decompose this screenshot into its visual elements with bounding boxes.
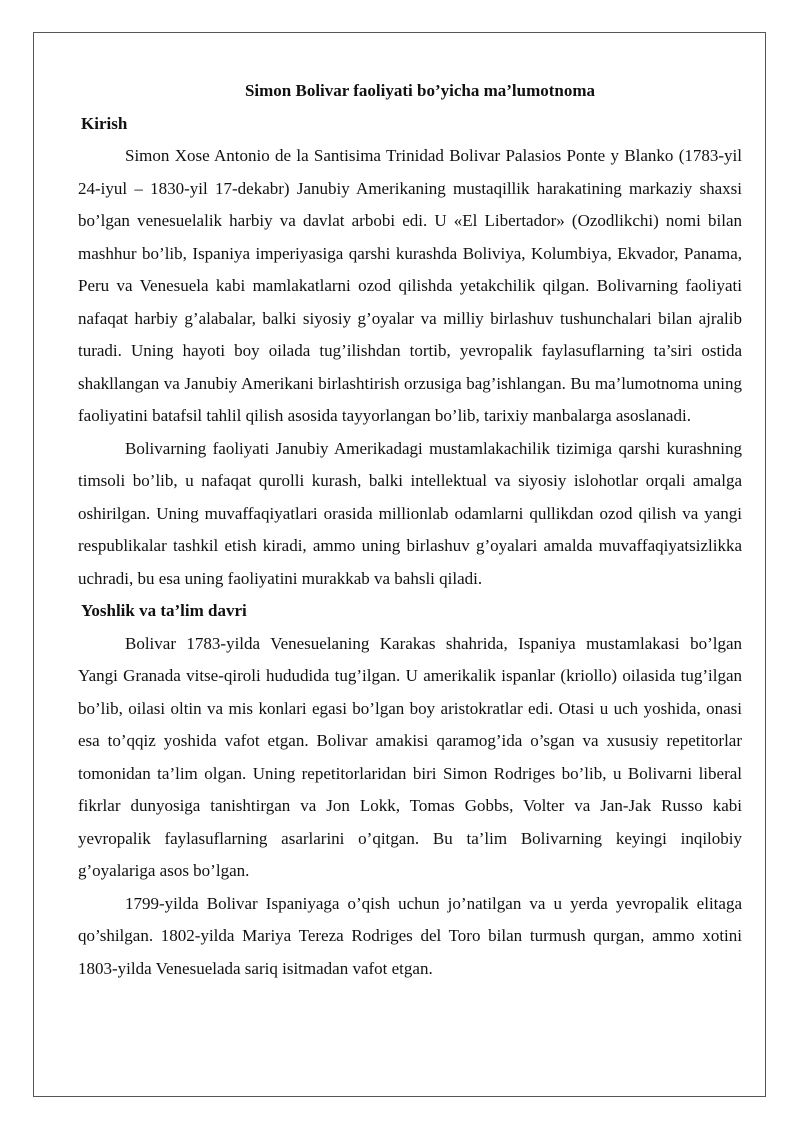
paragraph: Bolivar 1783-yilda Venesuelaning Karakas shahrida, Ispaniya mustamlakasi bo’lgan Yangi Granada vitse-qiroli hududida tug’ilgan. U amerikalik ispanlar (kriollo) oilasida tug’ilgan bo’lib, oilasi oltin va mis konlari egasi bo’lgan boy aristokratlar edi. Otasi u uch yoshida, onasi esa to’qqiz yoshida vafot etgan. Bolivar amakisi qaramog’ida o’sgan va xususiy repetitorlar tomonidan ta’lim olgan. Uning repetitorlaridan biri Simon Rodriges bo’lib, u Bolivarni liberal fikrlar dunyosiga tanishtirgan va Jon Lokk, Tomas Gobbs, Volter va Jan-Jak Russo kabi yevropalik faylasuflarning asarlarini o’qitgan. Bu ta’lim Bolivarning keyingi inqilobiy g’oyalariga asos bo’lgan. [78,633,742,880]
section-heading-introduction: Kirish [81,113,128,133]
paragraph: Bolivarning faoliyati Janubiy Amerikadagi mustamlakachilik tizimiga qarshi kurashning timsoli bo’lib, u nafaqat qurolli kurash, balki intellektual va siyosiy islohotlar orqali amalga oshirilgan. Uning muvaffaqiyatlari orasida millionlab odamlarni qullikdan ozod qilish va yangi respublikalar tashkil etish kiradi, ammo uning birlashuv g’oyalari amalda muvaffaqiyatsizlikka uchradi, bu esa uning faoliyatini murakkab va bahsli qiladi. [78,438,742,588]
section-heading-youth-education: Yoshlik va ta’lim davri [81,601,247,620]
document-title: Simon Bolivar faoliyati bo’yicha ma’lumotnoma [244,81,596,100]
paragraph: Simon Xose Antonio de la Santisima Trinidad Bolivar Palasios Ponte y Blanko (1783-yil 24-iyul – 1830-yil 17-dekabr) Janubiy Amerikaning mustaqillik harakatining markaziy shaxsi bo’lgan venesuelalik harbiy va davlat arbobi edi. U «El Libertador» (Ozodlikchi) nomi bilan mashhur bo’lib, Ispaniya imperiyasiga qarshi kurashda Boliviya, Kolumbiya, Ekvador, Panama, Peru va Venesuela kabi mamlakatlarni ozod qilishda yetakchilik qilgan. Bolivarning faoliyati nafaqat harbiy g’alabalar, balki siyosiy g’oyalar va milliy birlashuv tushunchalari bilan ajralib turadi. Uning hayoti boy oilada tug’ilishdan tortib, yevropalik faylasuflarning ta’siri ostida shakllangan va Janubiy Amerikani birlashtirish orzusiga bag’ishlangan. Bu ma’lumotnoma uning faoliyatini batafsil tahlil qilish asosida tayyorlangan bo’lib, tarixiy manbalarga asoslanadi. [78,146,742,425]
paragraph: 1799-yilda Bolivar Ispaniyaga o’qish uchun jo’natilgan va u yerda yevropalik elitaga qo’shilgan. 1802-yilda Mariya Tereza Rodriges del Toro bilan turmush qurgan, ammo xotini 1803-yilda Venesuelada sariq isitmadan vafot etgan. [78,893,742,978]
document-body [78,75,742,985]
